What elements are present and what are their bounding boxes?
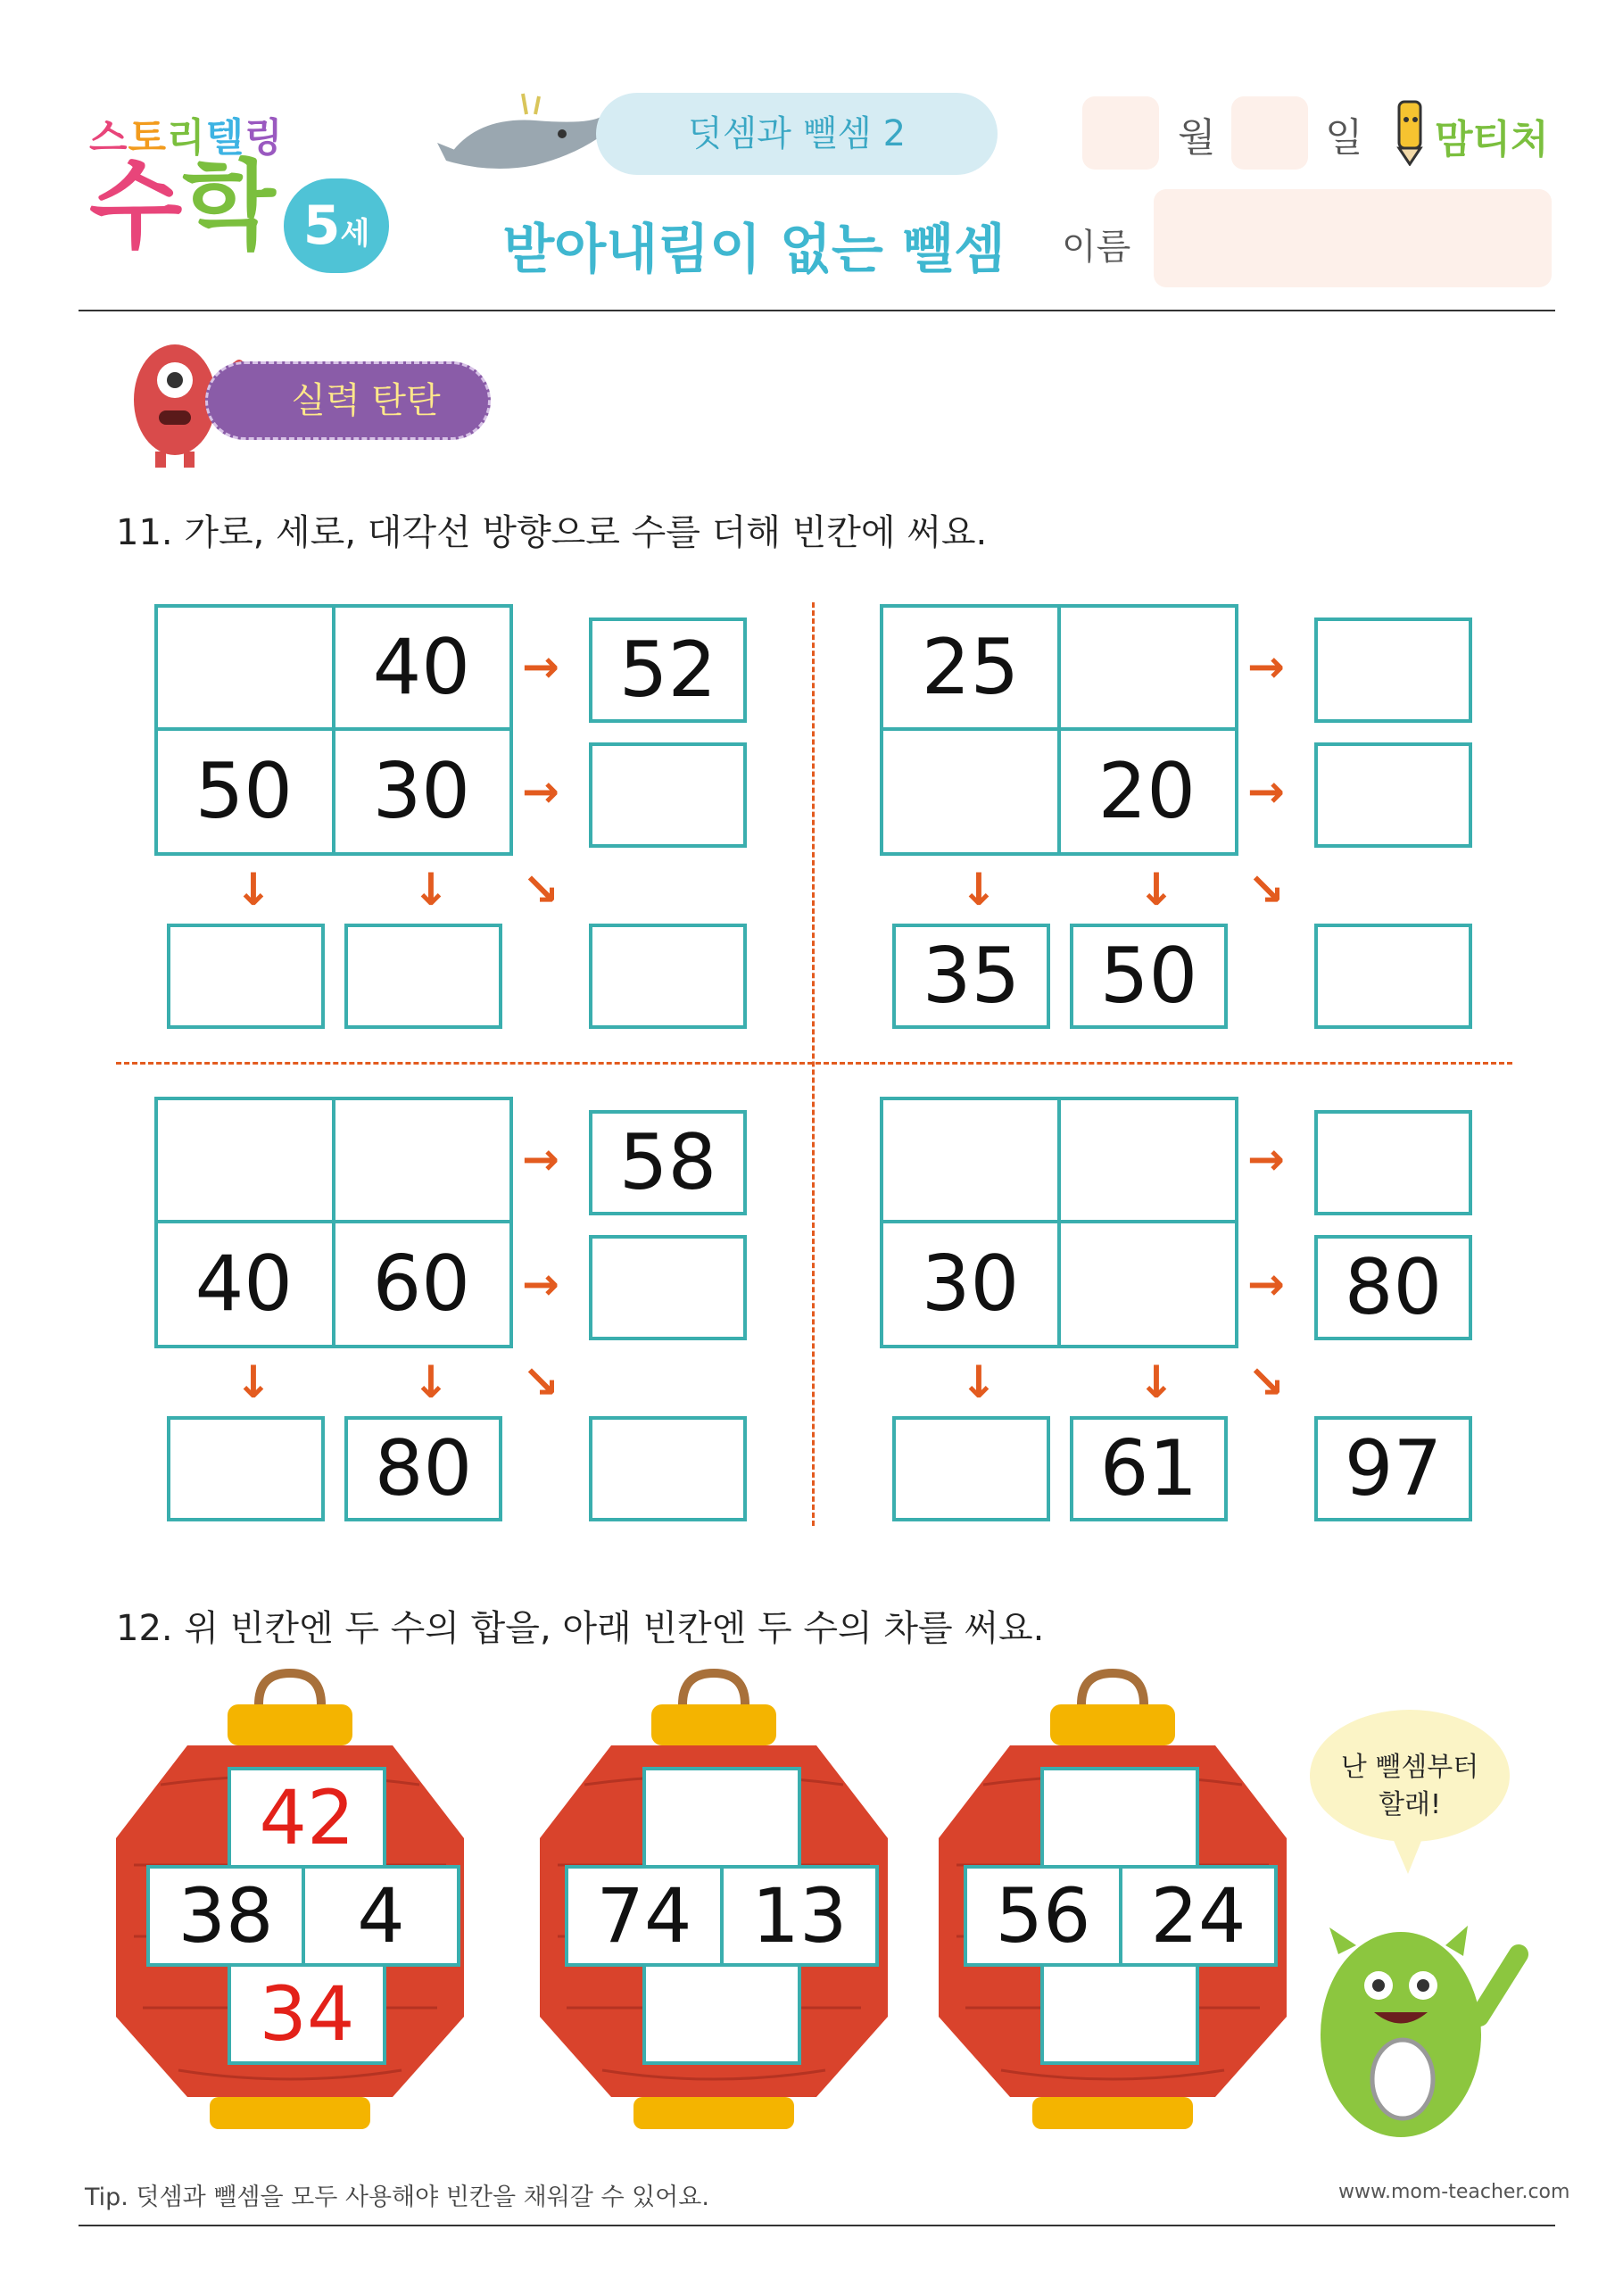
site-url: www.mom-teacher.com — [1338, 2181, 1570, 2203]
grid-cell: 40 — [332, 604, 513, 731]
arrow-right-icon: → — [1247, 1133, 1285, 1185]
arrow-down-icon: ↓ — [960, 1356, 998, 1408]
lantern-right: 4 — [302, 1865, 460, 1967]
brand-logo: 맘티처 — [1383, 95, 1553, 166]
footer-divider — [79, 2225, 1555, 2226]
arrow-diagonal-icon: ↘ — [522, 1356, 559, 1408]
lantern-top[interactable] — [642, 1767, 801, 1869]
arrow-down-icon: ↓ — [1138, 864, 1175, 916]
arrow-right-icon: → — [1247, 1258, 1285, 1310]
name-label: 이름 — [1062, 227, 1131, 268]
answer-row1: 52 — [589, 618, 747, 723]
lesson-title: 받아내림이 없는 뺄셈 — [502, 219, 1006, 281]
answer-col1: 35 — [892, 924, 1050, 1029]
name-input[interactable] — [1154, 189, 1552, 287]
grid-cell: 60 — [332, 1220, 513, 1348]
arrow-down-icon: ↓ — [235, 1356, 272, 1408]
lantern-3 — [930, 1669, 1304, 2133]
arrow-right-icon: → — [522, 766, 559, 817]
lantern-left: 56 — [964, 1865, 1122, 1967]
arrow-down-icon: ↓ — [960, 864, 998, 916]
answer-col2: 80 — [344, 1416, 502, 1521]
lantern-bottom: 34 — [228, 1963, 386, 2065]
answer-row2[interactable] — [589, 742, 747, 848]
grid-cell[interactable] — [1057, 1220, 1238, 1348]
logo-math: 수학 — [89, 151, 276, 262]
grid-cell[interactable] — [1057, 604, 1238, 731]
grid-cell[interactable] — [1057, 1097, 1238, 1223]
lantern-right: 24 — [1119, 1865, 1278, 1967]
day-label: 일 — [1325, 115, 1363, 161]
lantern-top[interactable] — [1040, 1767, 1199, 1869]
lantern-bottom[interactable] — [1040, 1963, 1199, 2065]
answer-diagonal[interactable] — [589, 1416, 747, 1521]
divider-horizontal — [116, 1062, 1512, 1065]
month-input[interactable] — [1082, 96, 1159, 170]
answer-col2: 50 — [1070, 924, 1228, 1029]
lantern-bottom[interactable] — [642, 1963, 801, 2065]
lantern-top: 42 — [228, 1767, 386, 1869]
grid-cell: 40 — [154, 1220, 335, 1348]
answer-diagonal[interactable] — [589, 924, 747, 1029]
unit-label: 덧셈과 뺄셈 2 — [596, 93, 998, 175]
answer-row1: 58 — [589, 1110, 747, 1215]
day-input[interactable] — [1231, 96, 1308, 170]
grid-cell[interactable] — [880, 727, 1061, 856]
question-12: 12. 위 빈칸엔 두 수의 합을, 아래 빈칸엔 두 수의 차를 써요. — [116, 1608, 1045, 1649]
pencil-icon — [1383, 95, 1437, 166]
arrow-right-icon: → — [522, 641, 559, 692]
answer-col1[interactable] — [167, 1416, 325, 1521]
age-badge: 5세 — [284, 178, 389, 273]
green-monster-icon — [1285, 1901, 1535, 2151]
question-11: 11. 가로, 세로, 대각선 방향으로 수를 더해 빈칸에 써요. — [116, 512, 988, 553]
arrow-diagonal-icon: ↘ — [1247, 864, 1285, 916]
arrow-right-icon: → — [1247, 641, 1285, 692]
arrow-down-icon: ↓ — [412, 864, 450, 916]
grid-cell: 50 — [154, 727, 335, 856]
arrow-diagonal-icon: ↘ — [1247, 1356, 1285, 1408]
arrow-right-icon: → — [1247, 766, 1285, 817]
grid-cell[interactable] — [332, 1097, 513, 1223]
grid-cell[interactable] — [154, 1097, 335, 1223]
grid-cell: 25 — [880, 604, 1061, 731]
answer-row2[interactable] — [589, 1235, 747, 1340]
grid-cell[interactable] — [154, 604, 335, 731]
answer-row2[interactable] — [1314, 742, 1472, 848]
whale-icon — [437, 89, 616, 187]
answer-diagonal: 97 — [1314, 1416, 1472, 1521]
answer-row1[interactable] — [1314, 618, 1472, 723]
arrow-diagonal-icon: ↘ — [522, 864, 559, 916]
answer-col1[interactable] — [167, 924, 325, 1029]
lantern-1 — [107, 1669, 482, 2133]
month-label: 월 — [1178, 115, 1216, 161]
lantern-2 — [531, 1669, 906, 2133]
answer-col2[interactable] — [344, 924, 502, 1029]
answer-row2: 80 — [1314, 1235, 1472, 1340]
logo-story-telling: 스토리텔링 — [89, 115, 284, 161]
answer-row1[interactable] — [1314, 1110, 1472, 1215]
arrow-down-icon: ↓ — [1138, 1356, 1175, 1408]
header-divider — [79, 310, 1555, 311]
arrow-right-icon: → — [522, 1258, 559, 1310]
lantern-left: 38 — [146, 1865, 305, 1967]
answer-col1[interactable] — [892, 1416, 1050, 1521]
lantern-left: 74 — [565, 1865, 724, 1967]
arrow-right-icon: → — [522, 1133, 559, 1185]
tip-text: Tip. 덧셈과 뺄셈을 모두 사용해야 빈칸을 채워갈 수 있어요. — [85, 2184, 709, 2211]
speech-text: 난 뺄셈부터 할래! — [1340, 1752, 1479, 1820]
arrow-down-icon: ↓ — [235, 864, 272, 916]
arrow-down-icon: ↓ — [412, 1356, 450, 1408]
answer-diagonal[interactable] — [1314, 924, 1472, 1029]
skill-badge: 실력 탄탄 — [205, 361, 491, 440]
answer-col2: 61 — [1070, 1416, 1228, 1521]
grid-cell: 30 — [880, 1220, 1061, 1348]
grid-cell: 30 — [332, 727, 513, 856]
lantern-right: 13 — [720, 1865, 879, 1967]
grid-cell[interactable] — [880, 1097, 1061, 1223]
grid-cell: 20 — [1057, 727, 1238, 856]
